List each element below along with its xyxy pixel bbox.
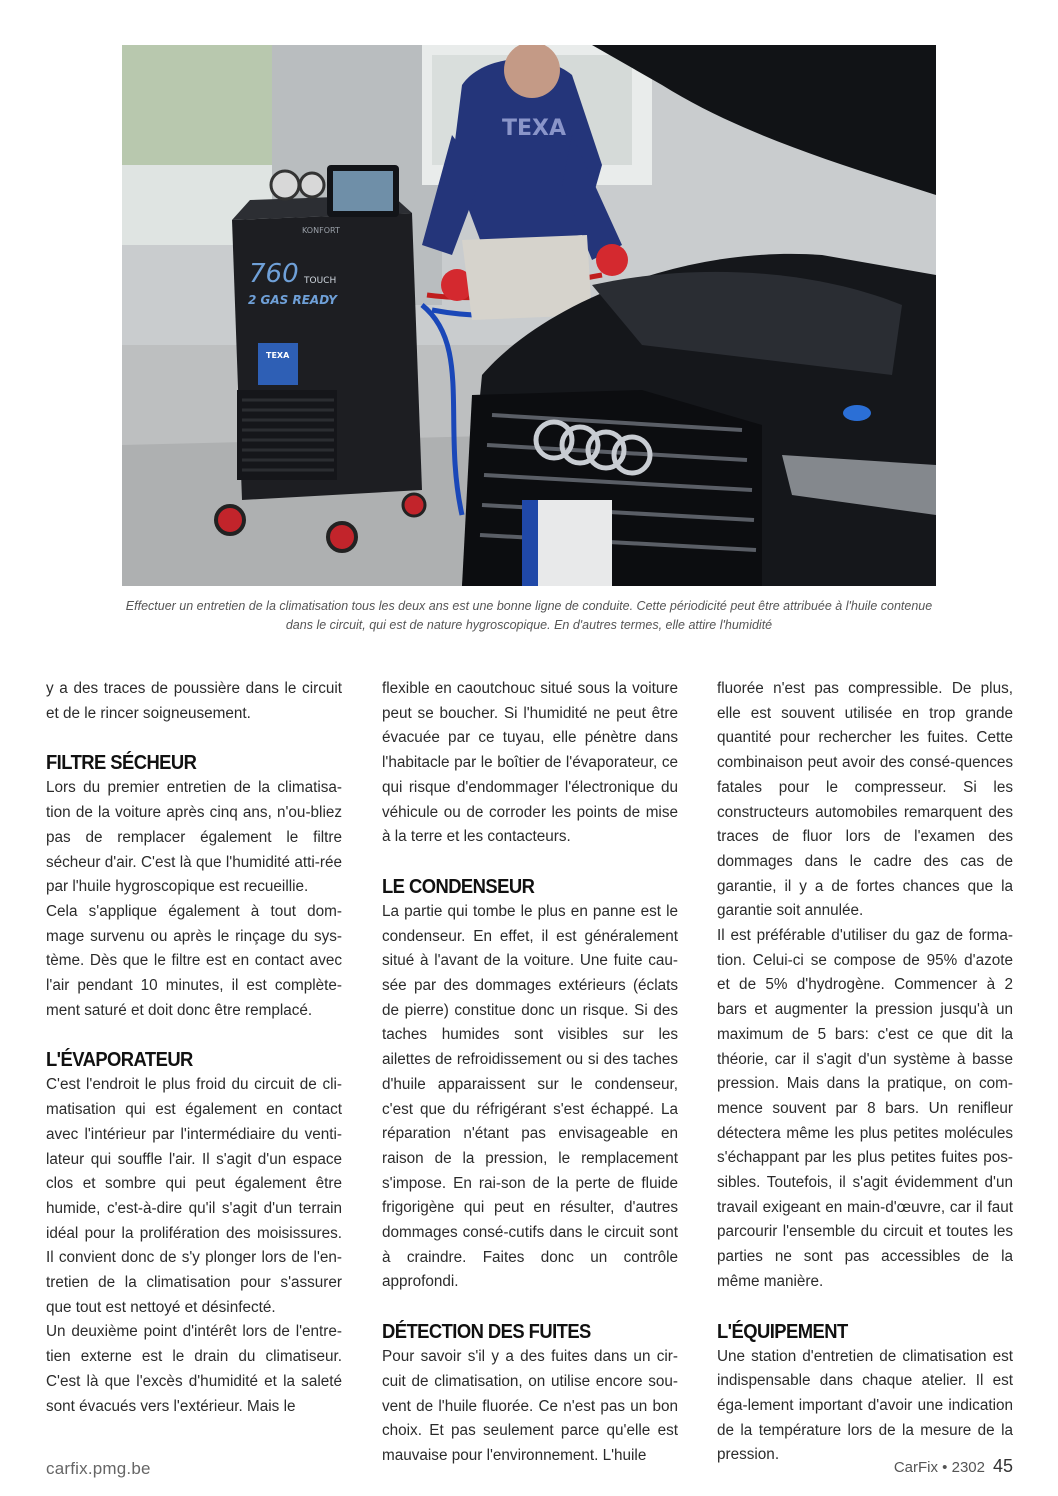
heading-evaporateur: L'ÉVAPORATEUR xyxy=(46,1049,193,1072)
machine-brand: TEXA xyxy=(266,351,290,360)
machine-subtitle: 2 GAS READY xyxy=(248,293,337,307)
paragraph: La partie qui tombe le plus en panne est le condenseur. En effet, il est généralement situé à l'avant de la voiture. Une fuite cau-sée par des dommages extérieurs (éclats de pierre) constitue donc un risque. Si des taches humides sont visibles sur les ailettes de refroidissement ou si des taches d'huile apparaissent sur le condenseur, c'est que du réfrigérant s'est échappé. La réparation n'étant pas envisageable en raison de la pression, le remplacement s'impose. En rai-son de la perte de fluide frigorigène qui peut en résulter, d'autres dommages consé-cutifs dans le circuit sont à craindre. Faites donc un contrôle approfondi. xyxy=(382,902,678,1291)
footer-website[interactable]: carfix.pmg.be xyxy=(46,1459,151,1478)
paragraph: C'est l'endroit le plus froid du circuit de cli-matisation qui est également en contact avec l'intérieur par l'intermédiaire du venti-lateur qui souffle l'air. Il s'agit d'un espace clos et sombre qui peut également être humide, c'est-à-dire qu'il s'agit d'un terrain idéal pour la prolifération des moisissures. Il convient donc de s'y plonger lors de l'en-tretien de la climatisation pour s'assurer que tout est nettoyé et désinfecté. xyxy=(46,1076,342,1316)
paragraph: Une station d'entretien de climatisation est indispensable dans chaque atelier. Il est éga-lement important d'avoir une indication de la température lors de la mesure de la pression. xyxy=(717,1347,1013,1464)
machine-model: 760 xyxy=(249,259,299,289)
heading-filtre-secheur: FILTRE SÉCHEUR xyxy=(46,752,197,775)
heading-detection-fuites: DÉTECTION DES FUITES xyxy=(382,1321,591,1344)
workshop-illustration xyxy=(122,45,936,586)
hoodie-print: TEXA xyxy=(502,116,567,141)
machine-series: KONFORT xyxy=(302,226,340,235)
column-2 xyxy=(382,677,678,1469)
caption-line-1: Effectuer un entretien de la climatisation tous les deux ans est une bonne ligne de conduite. Cette périodicité peut être attribuée à l'huile contenue xyxy=(125,599,933,613)
page-number: 45 xyxy=(992,1456,1013,1476)
issue-label: CarFix • 2302 xyxy=(893,1459,985,1476)
machine-model-suffix: TOUCH xyxy=(304,276,337,286)
column-3 xyxy=(717,677,1013,1468)
footer-issue xyxy=(894,1456,1013,1477)
column-1 xyxy=(46,677,342,1419)
paragraph: Il est préférable d'utiliser du gaz de forma-tion. Celui-ci se compose de 95% d'azote et de 5% d'hydrogène. Commencer à 2 bars et augmenter la pression jusqu'à un maximum de 5 bars: c'est ce que dit la théorie, car il s'agit d'un système à basse pression. Mais dans la pratique, on com-mence souvent par 8 bars. Un renifleur détectera même les plus petites molécules s'échappant par les plus petites fuites pos-sibles. Toutefois, il s'agit évidemment d'un travail exigeant en main-d'œuvre, car il faut parcourir l'ensemble du circuit et toutes les parties ne sont pas accessibles de la même manière. xyxy=(717,927,1013,1290)
paragraph: Un deuxième point d'intérêt lors de l'entre-tien externe est le drain du climatiseur. C'est là que l'excès d'humidité et la saleté sont évacués vers l'extérieur. Mais le xyxy=(46,1323,342,1415)
heading-equipement: L'ÉQUIPEMENT xyxy=(717,1320,848,1343)
article-photo xyxy=(122,45,936,586)
paragraph: Lors du premier entretien de la climatisa-tion de la voiture après cinq ans, n'ou-bliez pas de remplacer également le filtre sécheur d'air. C'est là que l'humidité atti-rée par l'huile hygroscopique est recueillie. xyxy=(46,779,342,896)
photo-caption xyxy=(122,597,936,635)
paragraph: fluorée n'est pas compressible. De plus, elle est souvent utilisée en trop grande quantité pour rechercher les fuites. Cette combinaison peut avoir des consé-quences fatales pour le compresseur. Si les constructeurs automobiles remarquent des traces de fluor lors de l'examen des dommages dans le cadre des cas de garantie, il y a de fortes chances que la garantie soit annulée. xyxy=(717,680,1013,920)
paragraph: Cela s'applique également à tout dom-mage survenu ou après le rinçage du sys-tème. Dès que le filtre est en contact avec l'air pendant 10 minutes, il est complète-ment saturé et doit donc être remplacé. xyxy=(46,902,342,1019)
heading-condenseur: LE CONDENSEUR xyxy=(382,875,535,898)
paragraph: flexible en caoutchouc situé sous la voiture peut se boucher. Si l'humidité ne peut être évacuée par ce tuyau, elle pénètre dans l'habitacle par le boîtier de l'évaporateur, ce qui risque d'endommager l'électronique du véhicule ou de corroder les points de mise à la terre et les contacteurs. xyxy=(382,680,678,846)
paragraph: y a des traces de poussière dans le circuit et de le rincer soigneusement. xyxy=(46,680,342,722)
caption-line-2: dans le circuit, qui est de nature hygroscopique. En d'autres termes, elle attire l'humidité xyxy=(285,618,773,632)
paragraph: Pour savoir s'il y a des fuites dans un cir-cuit de climatisation, on utilise encore sou-vent de l'huile fluorée. Ce n'est pas un bon choix. Et pas seulement parce qu'elle est mauvaise pour l'environnement. L'huile xyxy=(382,1348,678,1464)
